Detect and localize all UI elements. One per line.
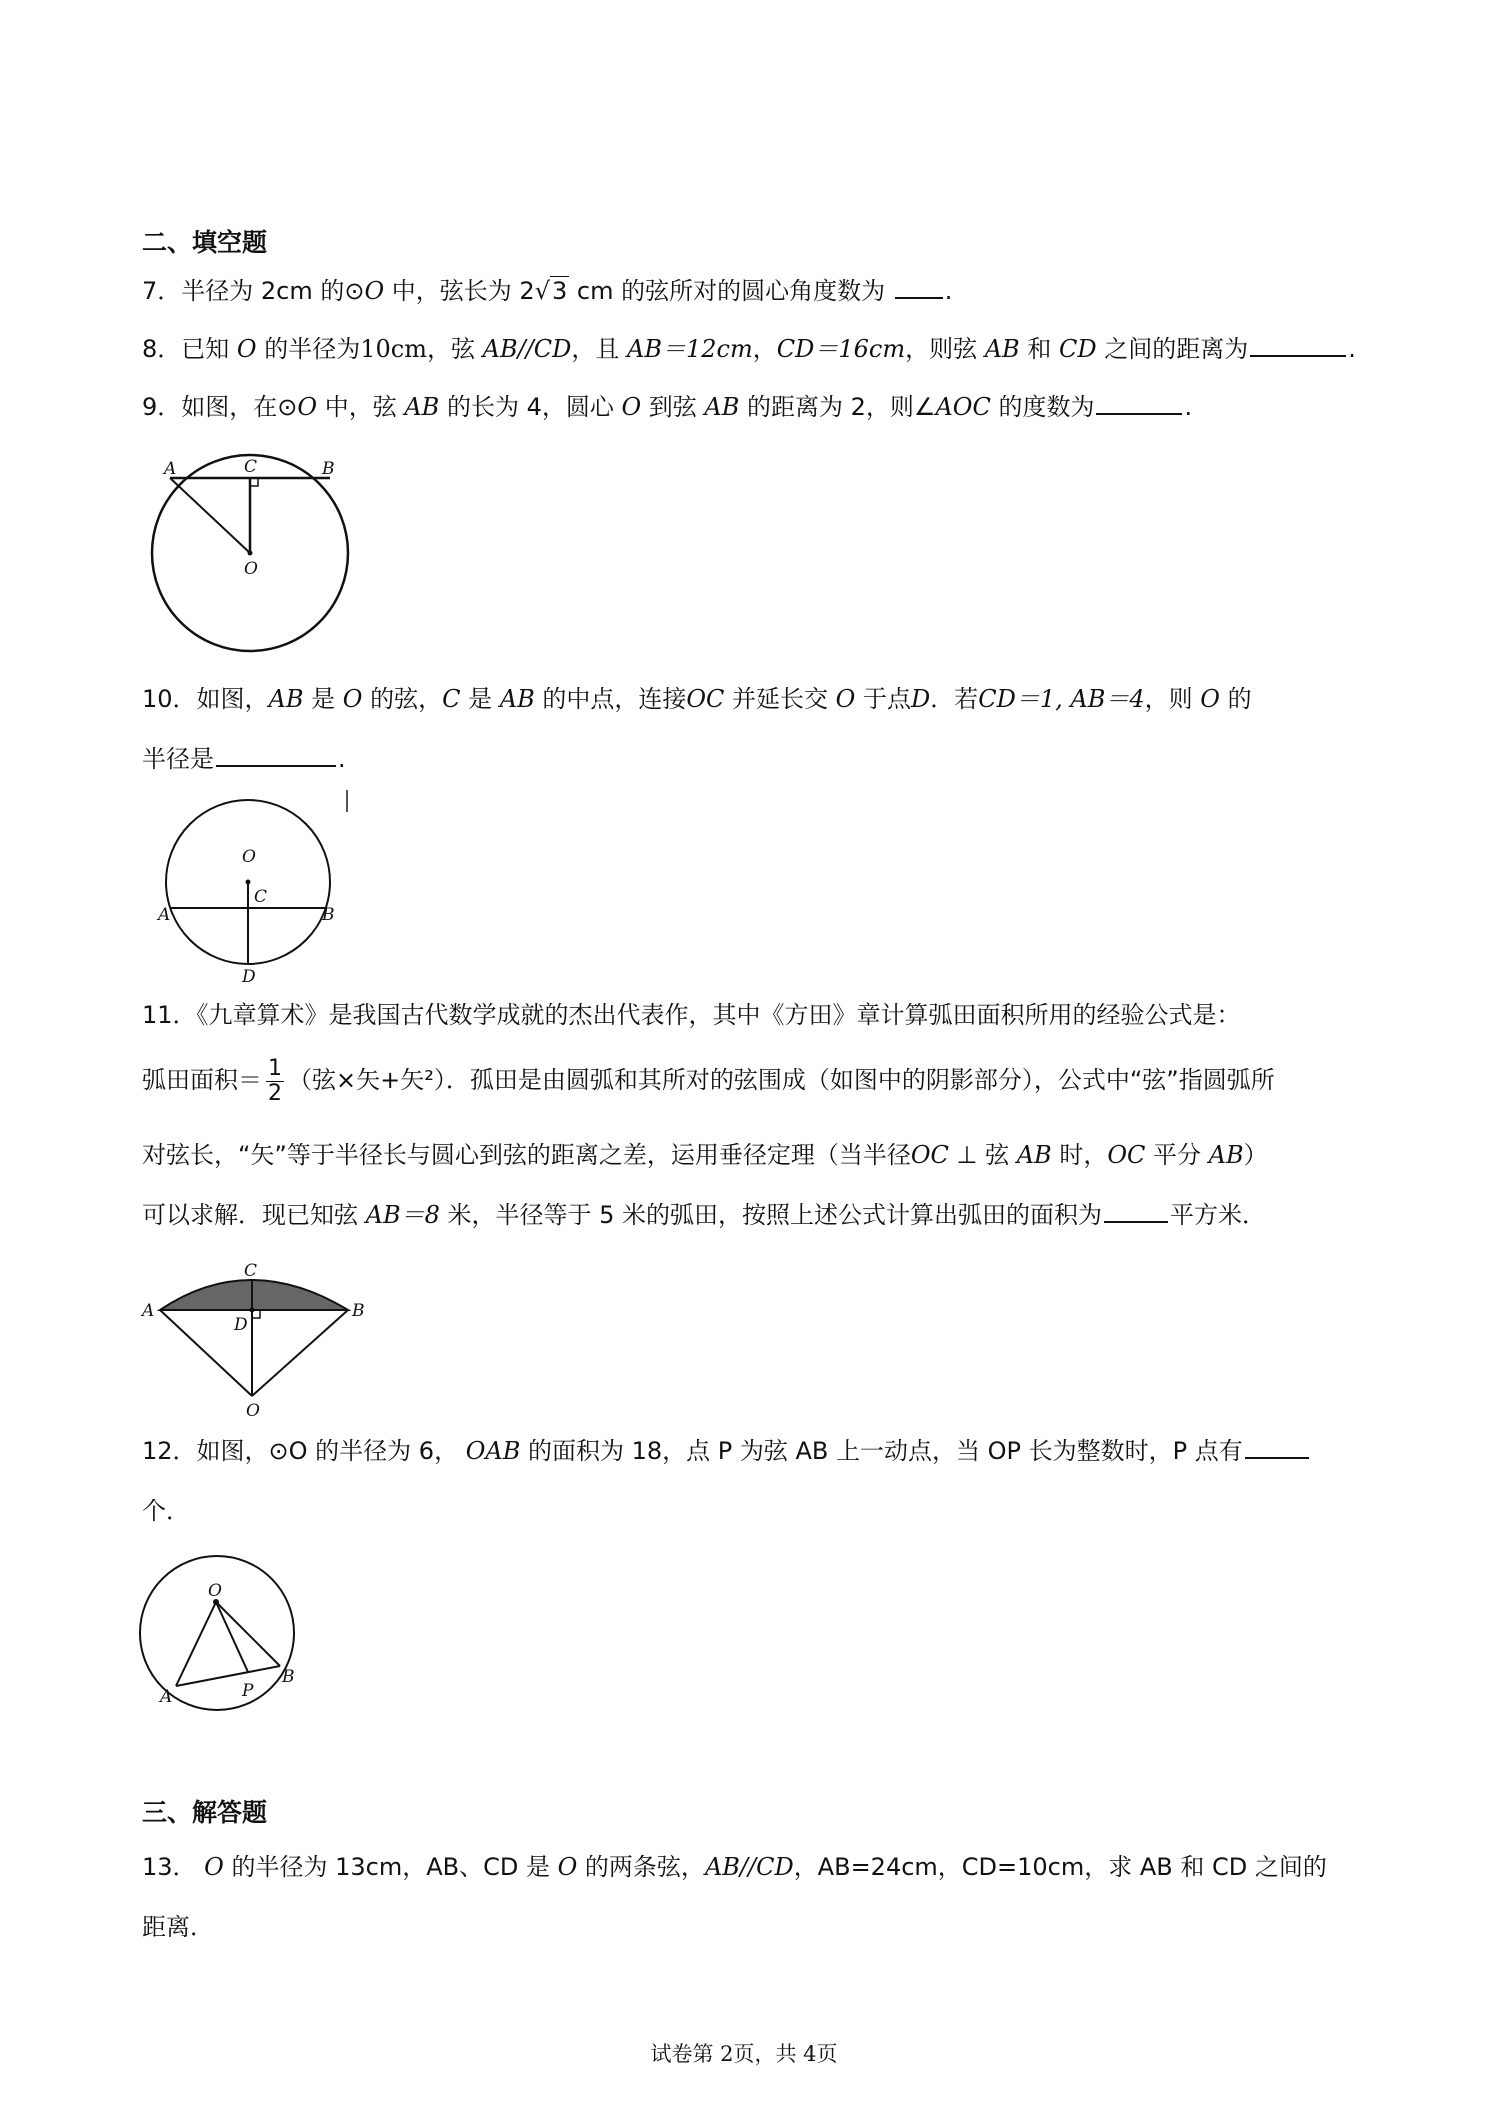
- label-c: C: [244, 457, 258, 477]
- figure-q11-arc-field: [138, 1250, 378, 1420]
- label-a: A: [164, 459, 177, 479]
- fraction-one-half: $\frac{1}{2}$: [268, 1055, 282, 1106]
- answer-blank: [1104, 1199, 1168, 1223]
- label-d: D: [242, 967, 256, 984]
- question-13-line-2: 距离．: [142, 1913, 214, 1941]
- question-7: 7．半径为 2cm 的⊙O 中，弦长为 2√3 cm 的弦所对的圆心角度数为 .: [142, 274, 952, 308]
- question-11-line-3: 对弦长，“矢”等于半径长与圆心到弦的距离之差，运用垂径定理（当半径OC ⊥ 弦 AB 时，OC 平分 AB）: [142, 1141, 1268, 1169]
- question-11-line-4: 可以求解．现已知弦 AB＝8 米，半径等于 5 米的弧田，按照上述公式计算出弧田的面积为 平方米．: [142, 1201, 1267, 1229]
- question-11-line-2: 弧田面积＝ $\frac{1}{2}$ （弦×矢+矢²）．孤田是由圆弧和其所对的弦围成（如图中的阴影部分），公式中“弦”指圆弧所: [142, 1055, 1275, 1106]
- label-b: B: [282, 1667, 295, 1687]
- figure-q12-circle-triangle: [136, 1552, 316, 1732]
- section-heading-solve: 三、解答题: [142, 1798, 268, 1827]
- question-12: 12．如图，⊙O 的半径为 6， OAB 的面积为 18，点 P 为弦 AB 上一动点，当 OP 长为整数时，P 点有: [142, 1434, 1311, 1468]
- section-heading-fill-in: 二、填空题: [142, 228, 268, 257]
- label-a: A: [160, 1687, 173, 1707]
- question-13: 13． O 的半径为 13cm，AB、CD 是 O 的两条弦，AB//CD，AB=24cm，CD=10cm，求 AB 和 CD 之间的: [142, 1853, 1327, 1881]
- label-o: O: [244, 559, 258, 579]
- question-8: 8．已知 O 的半径为10cm，弦 AB//CD，且 AB＝12cm，CD＝16cm，则弦 AB 和 CD 之间的距离为 .: [142, 335, 1356, 363]
- answer-blank: [1096, 391, 1182, 415]
- label-o: O: [242, 847, 256, 867]
- figure-q10-circle-chord: [150, 784, 350, 984]
- answer-blank: [1250, 333, 1346, 357]
- question-9: 9．如图，在⊙O 中，弦 AB 的长为 4，圆心 O 到弦 AB 的距离为 2，则∠AOC 的度数为 .: [142, 393, 1193, 421]
- question-10: 10．如图，AB 是 O 的弦，C 是 AB 的中点，连接OC 并延长交 O 于点D．若CD＝1, AB＝4，则 O 的: [142, 685, 1252, 713]
- label-b: B: [322, 905, 335, 925]
- label-c: C: [254, 887, 268, 907]
- question-12-line-2: 个．: [142, 1497, 190, 1525]
- question-10-line-2: 半径是 .: [142, 745, 346, 773]
- page-footer: 试卷第 2页，共 4页: [650, 2042, 838, 2066]
- label-a: A: [142, 1301, 155, 1321]
- label-a: A: [158, 905, 171, 925]
- label-o: O: [246, 1401, 260, 1420]
- label-b: B: [322, 459, 335, 479]
- question-11-line-1: 11．《九章算术》是我国古代数学成就的杰出代表作，其中《方田》章计算弧田面积所用的经验公式是：: [142, 1001, 1241, 1029]
- answer-blank: [216, 743, 336, 767]
- label-d: D: [234, 1315, 248, 1335]
- label-p: P: [242, 1681, 254, 1701]
- sqrt-symbol: √3: [534, 277, 568, 305]
- label-c: C: [244, 1261, 258, 1281]
- answer-blank: [1245, 1435, 1309, 1459]
- figure-q9-circle-chord: [140, 450, 365, 660]
- answer-blank: [895, 275, 943, 299]
- label-o: O: [208, 1581, 222, 1601]
- label-b: B: [352, 1301, 365, 1321]
